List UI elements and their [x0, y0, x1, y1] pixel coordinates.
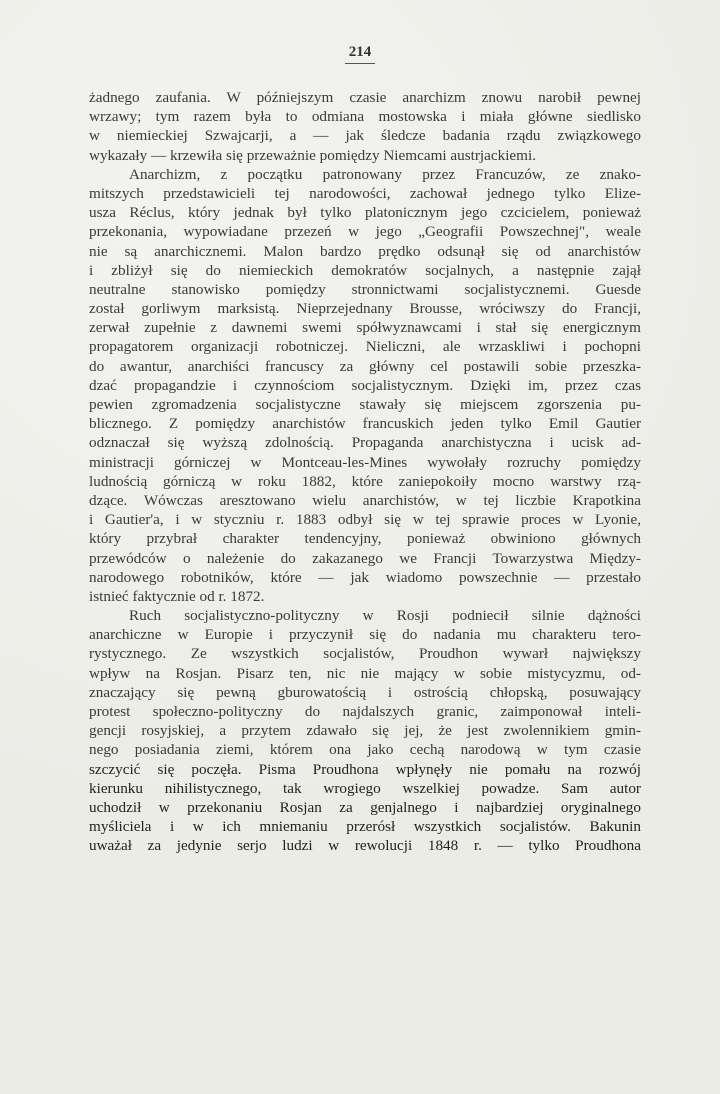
text-line: anarchiczne w Europie i przyczynił się do nadania mu charakteru tero-: [89, 626, 641, 644]
text-line: do awantur, anarchiści francuscy za główny cel postawili sobie przeszka-: [89, 357, 641, 375]
text-line: szczycić się poczęła. Pisma Proudhona wpłynęły nie pomału na rozwój: [89, 760, 641, 778]
text-line: ministracji górniczej w Montceau-les-Mines wywołały rozruchy pomiędzy: [89, 453, 641, 471]
text-line: dzać propagandzie i czynnościom socjalistycznym. Dzięki im, przez czas: [89, 376, 641, 394]
text-line: wykazały — krzewiła się przeważnie pomiędzy Niemcami austrjackiemi.: [89, 146, 537, 164]
text-line: uchodził w przekonaniu Rosjan za genjalnego i najbardziej oryginalnego: [89, 798, 641, 816]
text-line: istnieć faktycznie od r. 1872.: [89, 587, 265, 605]
text-line: propagatorem organizacji robotniczej. Nieliczni, ale wrzaskliwi i pochopni: [89, 338, 641, 356]
text-line: znaczający się pewną gburowatością i ostrością chłopską, posuwający: [89, 683, 641, 701]
text-line: neutralne stanowisko pomiędzy stronnictwami socjalistycznemi. Guesde: [89, 280, 641, 298]
body-text: [89, 88, 641, 856]
text-line: wrzawy; tym razem była to odmiana mostowska i miała główne siedlisko: [89, 108, 641, 126]
text-line: uważał za jedynie serjo ludzi w rewolucji 1848 r. — tylko Proudhona: [89, 837, 641, 855]
text-line: myśliciela i w ich mniemaniu przerósł wszystkich socjalistów. Bakunin: [89, 818, 641, 836]
text-line: zerwał zupełnie z dawnemi swemi spółwyznawcami i stał się energicznym: [89, 319, 641, 337]
text-line: który przybrał charakter tendencyjny, ponieważ obwiniono głównych: [89, 530, 641, 548]
text-line: i zbliżył się do niemieckich demokratów socjalnych, a następnie zajął: [89, 261, 641, 279]
text-line: ludnością górniczą w roku 1882, które zaniepokoiły mocno warstwy rzą-: [89, 472, 641, 490]
text-line: nego posiadania ziemi, którem ona jako cechą narodową w tym czasie: [89, 741, 641, 759]
text-line: przewódców o należenie do zakazanego we Francji Towarzystwa Między-: [89, 549, 641, 567]
text-line: blicznego. Z pomiędzy anarchistów francuskich jeden tylko Emil Gautier: [89, 415, 641, 433]
text-line: protest społeczno-polityczny do najdalszych granic, zaimponował inteli-: [89, 703, 641, 720]
text-line: narodowego robotników, które — jak wiadomo powszechnie — przestało: [89, 568, 641, 586]
text-line: dzące. Wówczas aresztowano wielu anarchistów, w tej liczbie Krapotkina: [89, 491, 641, 509]
text-line: kierunku nihilistycznego, tak wrogiego wszelkiej powadze. Sam autor: [89, 779, 641, 797]
text-line: wpływ na Rosjan. Pisarz ten, nic nie mający w sobie mistycyzmu, od-: [89, 664, 641, 682]
text-line: pewien zgromadzenia socjalistyczne stawały się miejscem zgorszenia pu-: [89, 396, 641, 413]
text-line: i Gautier'a, i w styczniu r. 1883 odbył się w tej sprawie proces w Lyonie,: [89, 511, 641, 529]
text-line: w niemieckiej Szwajcarji, a — jak śledcze badania rządu związkowego: [89, 127, 641, 145]
text-line: usza Réclus, który jednak był tylko platonicznym jego czcicielem, ponieważ: [89, 204, 641, 222]
text-line: został gorliwym marksistą. Nieprzejednany Brousse, wróciwszy do Francji,: [89, 300, 641, 318]
page-number: [0, 44, 720, 64]
text-line: Anarchizm, z początku patronowany przez Francuzów, ze znako-: [129, 165, 641, 183]
text-line: rystycznego. Ze wszystkich socjalistów, Proudhon wywarł największy: [89, 645, 641, 663]
text-line: mitszych przedstawicieli tej narodowości, zachował jednego tylko Elize-: [89, 184, 641, 202]
text-line: odznaczał się wyższą zdolnością. Propaganda anarchistyczna i ucisk ad-: [89, 434, 641, 452]
text-line: żadnego zaufania. W późniejszym czasie anarchizm znowu narobił pewnej: [89, 89, 641, 106]
text-line: Ruch socjalistyczno-polityczny w Rosji podniecił silnie dążności: [129, 607, 641, 625]
text-line: nie są anarchicznemi. Malon bardzo prędko odsunął się od anarchistów: [89, 242, 641, 260]
text-line: przekonania, wypowiadane przezeń w jego „Geografii Powszechnej", weale: [89, 223, 641, 241]
page-number-text: 214: [345, 44, 376, 64]
text-line: gencji rosyjskiej, a przytem zdawało się jej, że jest zwolennikiem gmin-: [89, 722, 641, 740]
